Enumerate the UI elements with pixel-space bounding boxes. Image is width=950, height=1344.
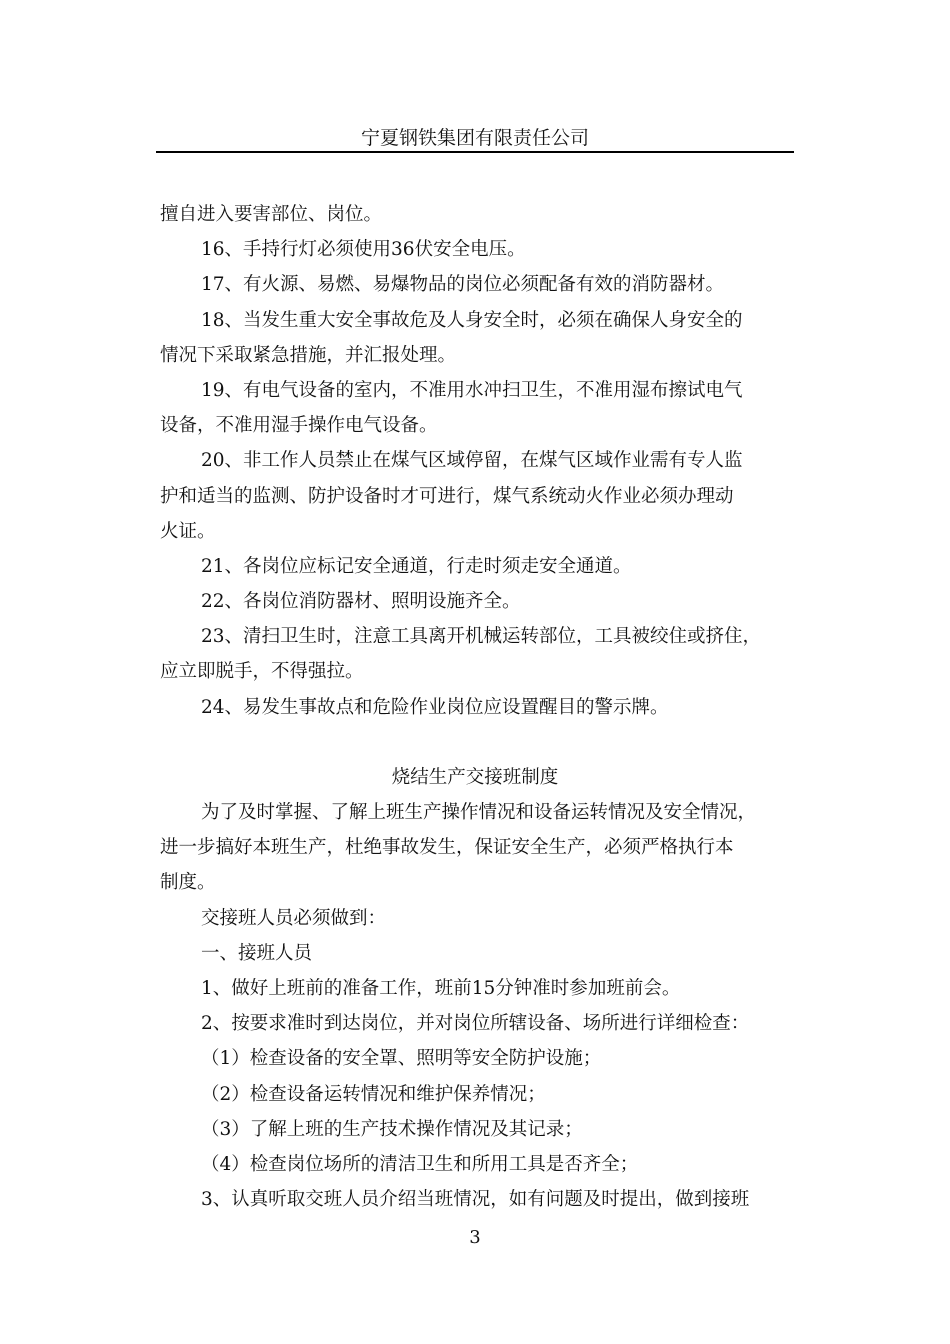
body-line: 火证。 bbox=[160, 520, 216, 542]
list-item: 1、做好上班前的准备工作，班前15分钟准时参加班前会。 bbox=[201, 977, 681, 999]
header-rule bbox=[156, 151, 794, 153]
requirements-intro: 交接班人员必须做到： bbox=[201, 907, 387, 929]
section-title: 烧结生产交接班制度 bbox=[391, 766, 559, 788]
sub-list-item: （3）了解上班的生产技术操作情况及其记录； bbox=[201, 1118, 583, 1140]
rule-item-22: 22、各岗位消防器材、照明设施齐全。 bbox=[201, 591, 521, 613]
sub-list-item: （1）检查设备的安全罩、照明等安全防护设施； bbox=[201, 1048, 602, 1070]
rule-item-19: 19、有电气设备的室内，不准用水冲扫卫生，不准用湿布擦试电气 bbox=[201, 379, 743, 401]
rule-item-23: 23、清扫卫生时，注意工具离开机械运转部位，工具被绞住或挤住， bbox=[201, 626, 762, 648]
intro-paragraph: 为了及时掌握、了解上班生产操作情况和设备运转情况及安全情况， bbox=[201, 802, 757, 823]
page-number: 3 bbox=[469, 1227, 481, 1248]
section-spacer bbox=[160, 725, 800, 760]
rule-item-21: 21、各岗位应标记安全通道，行走时须走安全通道。 bbox=[201, 555, 632, 577]
rule-item-20: 20、非工作人员禁止在煤气区域停留，在煤气区域作业需有专人监 bbox=[201, 450, 743, 472]
body-line: 情况下采取紧急措施，并汇报处理。 bbox=[160, 344, 457, 366]
rule-item-16: 16、手持行灯必须使用36伏安全电压。 bbox=[201, 239, 526, 261]
body-line: 擅自进入要害部位、岗位。 bbox=[160, 204, 383, 225]
sub-list-item: （4）检查岗位场所的清洁卫生和所用工具是否齐全； bbox=[201, 1153, 639, 1175]
rule-item-18: 18、当发生重大安全事故危及人身安全时，必须在确保人身安全的 bbox=[201, 309, 743, 331]
list-item: 3、认真听取交班人员介绍当班情况，如有问题及时提出，做到接班 bbox=[201, 1189, 750, 1211]
body-line: 制度。 bbox=[160, 872, 216, 894]
sub-list-item: （2）检查设备运转情况和维护保养情况； bbox=[201, 1083, 546, 1105]
rule-item-17: 17、有火源、易燃、易爆物品的岗位必须配备有效的消防器材。 bbox=[201, 274, 725, 296]
body-line: 护和适当的监测、防护设备时才可进行，煤气系统动火作业必须办理动 bbox=[160, 485, 734, 507]
document-header: 宁夏钢铁集团有限责任公司 bbox=[360, 127, 589, 149]
body-line: 应立即脱手，不得强拉。 bbox=[160, 661, 364, 683]
document-body bbox=[160, 197, 800, 1217]
body-line: 进一步搞好本班生产，杜绝事故发生，保证安全生产，必须严格执行本 bbox=[160, 837, 734, 859]
subsection-heading: 一、接班人员 bbox=[201, 942, 313, 964]
rule-item-24: 24、易发生事故点和危险作业岗位应设置醒目的警示牌。 bbox=[201, 696, 669, 718]
body-line: 设备，不准用湿手操作电气设备。 bbox=[160, 415, 438, 437]
list-item: 2、按要求准时到达岗位，并对岗位所辖设备、场所进行详细检查： bbox=[201, 1013, 750, 1035]
